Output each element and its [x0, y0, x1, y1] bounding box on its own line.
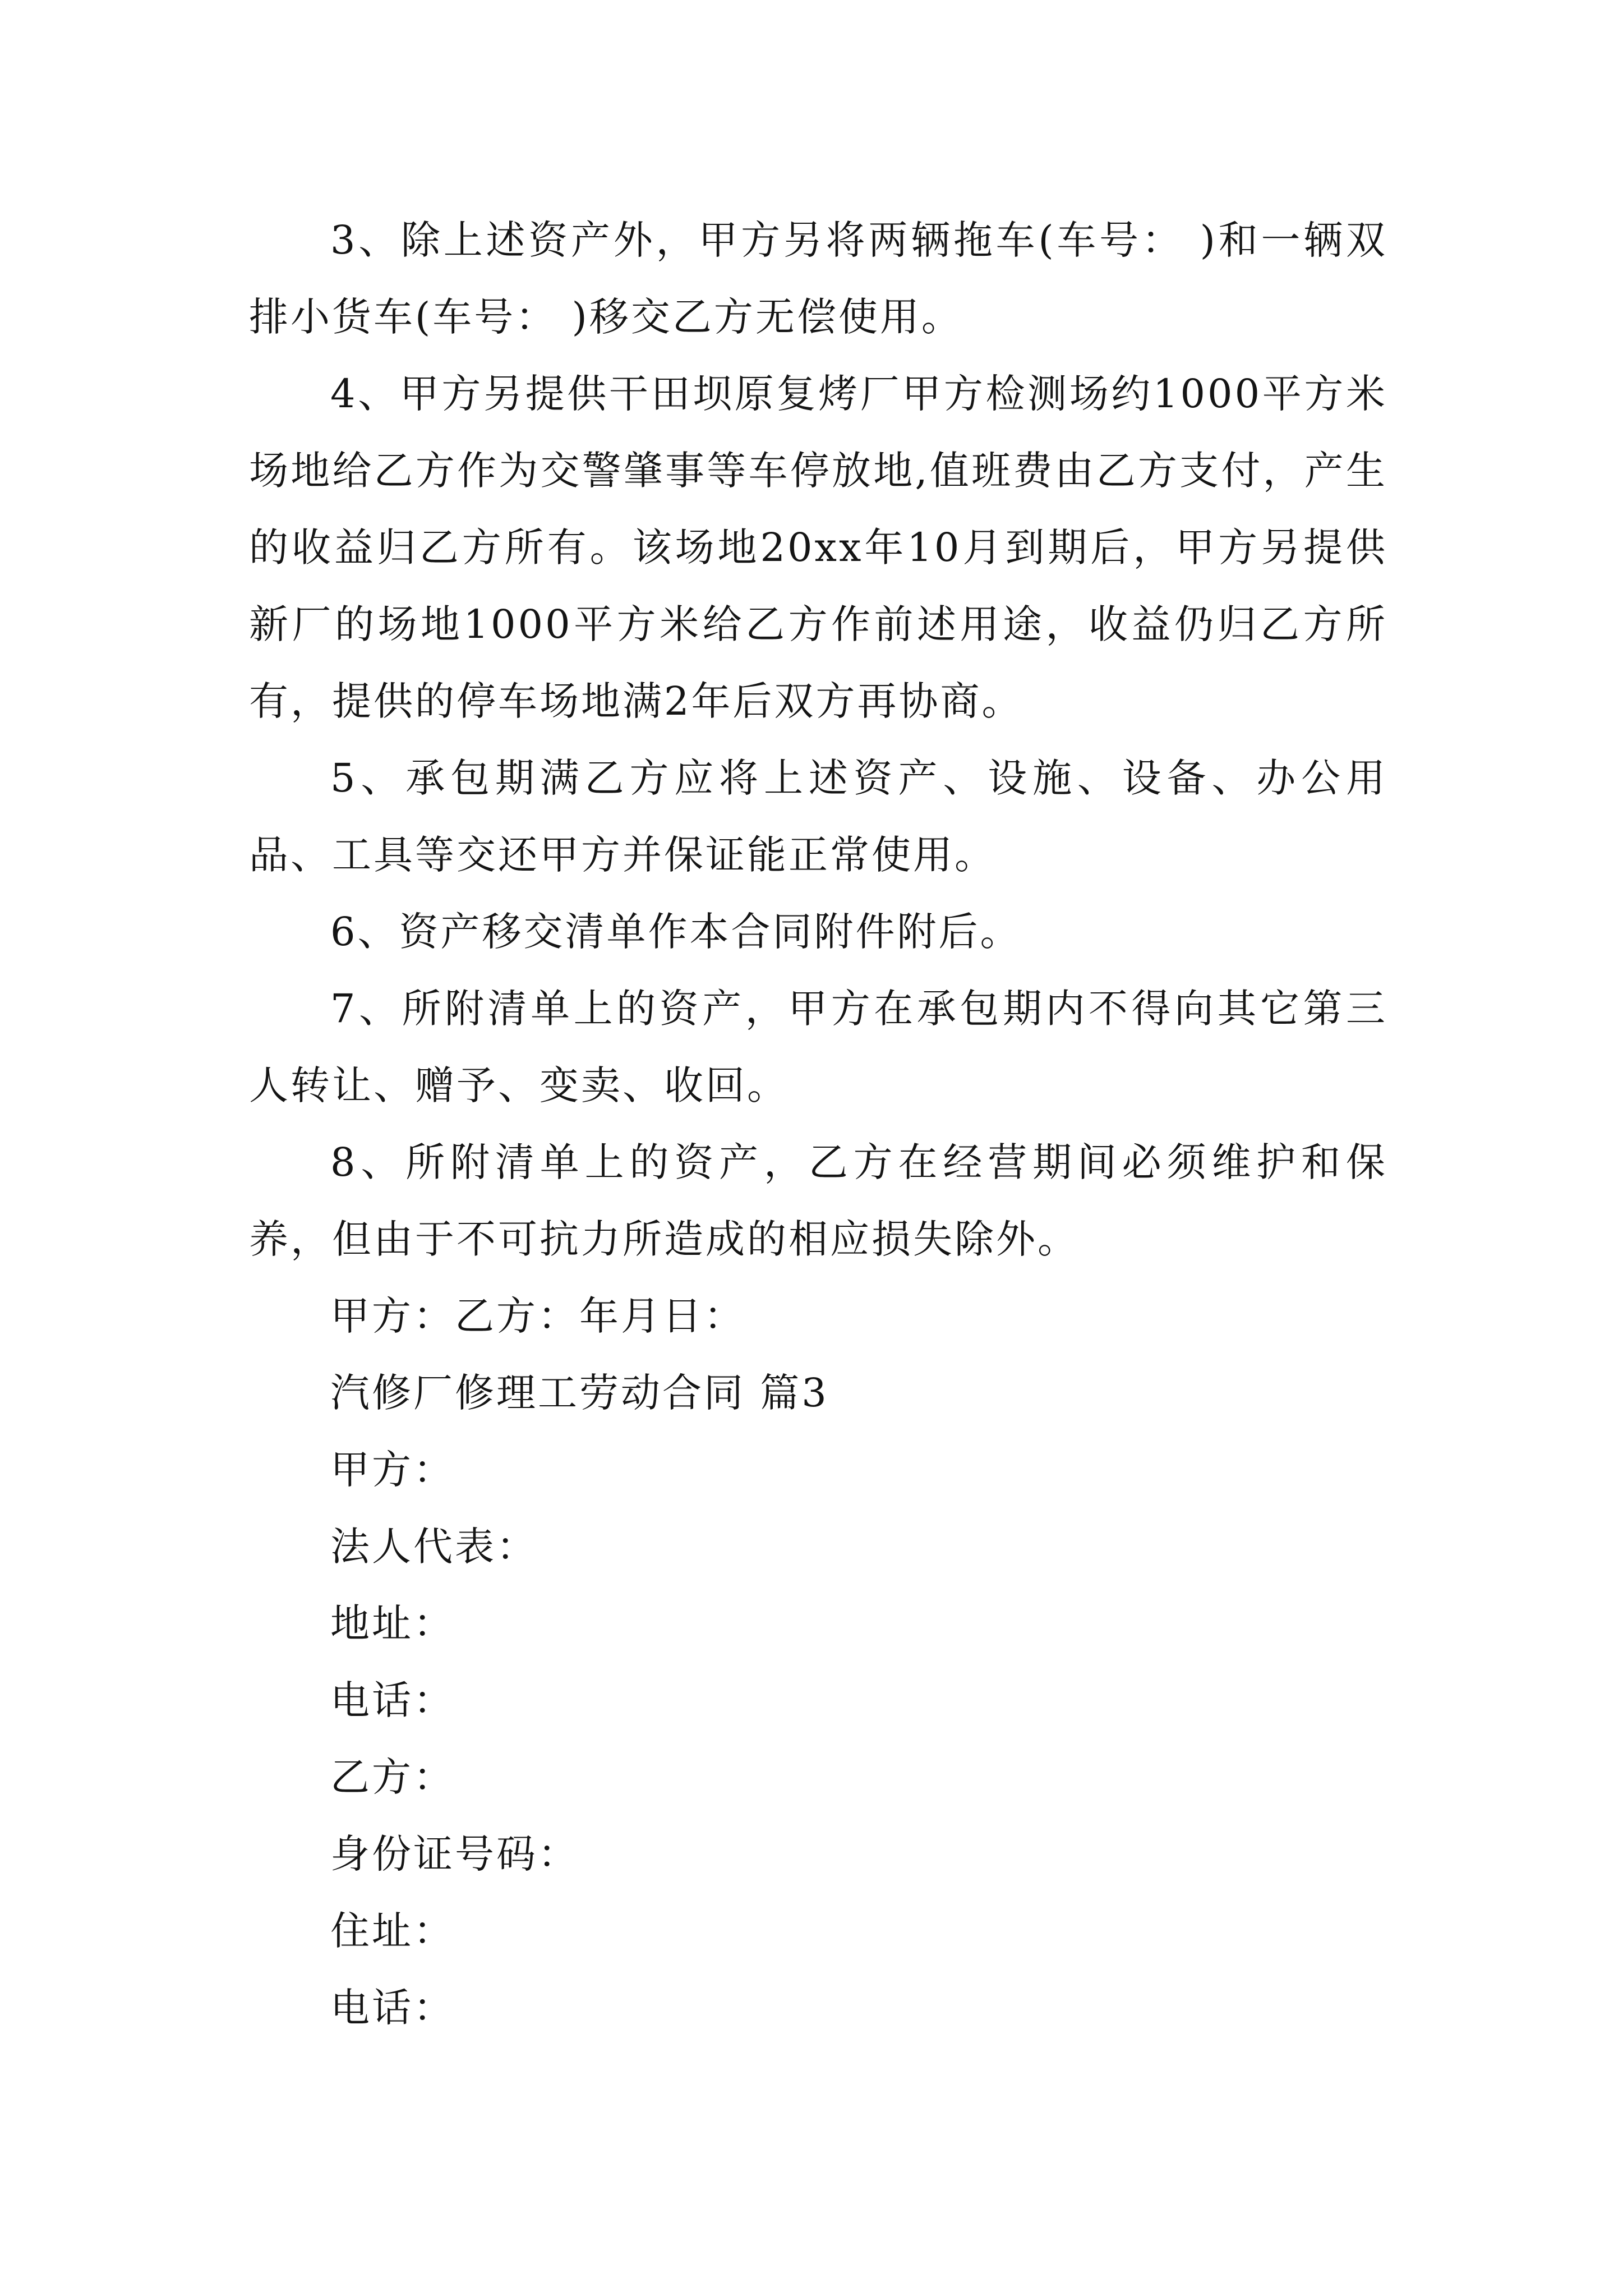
field-address: 地址：: [330, 1600, 455, 1646]
clause-6: 6、资产移交清单作本合同附件附后。: [330, 909, 1022, 955]
clause-8: 8、所附清单上的资产，乙方在经营期间必须维护和保养，但由于不可抗力所造成的相应损失除外。: [249, 1139, 1387, 1262]
field-legal-representative: 法人代表：: [330, 1524, 538, 1570]
field-phone-b: 电话：: [330, 1985, 455, 2031]
document-body: [249, 202, 1387, 2046]
section-title: 汽修厂修理工劳动合同 篇3: [330, 1370, 829, 1416]
field-residence: 住址：: [330, 1908, 455, 1954]
signature-line: 甲方：乙方：年月日：: [330, 1293, 745, 1339]
clause-3: 3、除上述资产外，甲方另将两辆拖车(车号： )和一辆双排小货车(车号： )移交乙方无偿使用。: [249, 217, 1387, 340]
field-phone-a: 电话：: [330, 1677, 455, 1723]
field-party-a: 甲方：: [330, 1447, 455, 1493]
clause-5: 5、承包期满乙方应将上述资产、设施、设备、办公用品、工具等交还甲方并保证能正常使用。: [249, 755, 1387, 878]
field-party-b: 乙方：: [330, 1754, 455, 1800]
clause-7: 7、所附清单上的资产，甲方在承包期内不得向其它第三人转让、赠予、变卖、收回。: [249, 986, 1387, 1108]
field-id-number: 身份证号码：: [330, 1831, 579, 1877]
clause-4: 4、甲方另提供干田坝原复烤厂甲方检测场约1000平方米场地给乙方作为交警肇事等车停放地,值班费由乙方支付，产生的收益归乙方所有。该场地20xx年10月到期后，甲方另提供新厂的场地1000平方米给乙方作前述用途，收益仍归乙方所有，提供的停车场地满2年后双方再协商。: [249, 371, 1387, 724]
